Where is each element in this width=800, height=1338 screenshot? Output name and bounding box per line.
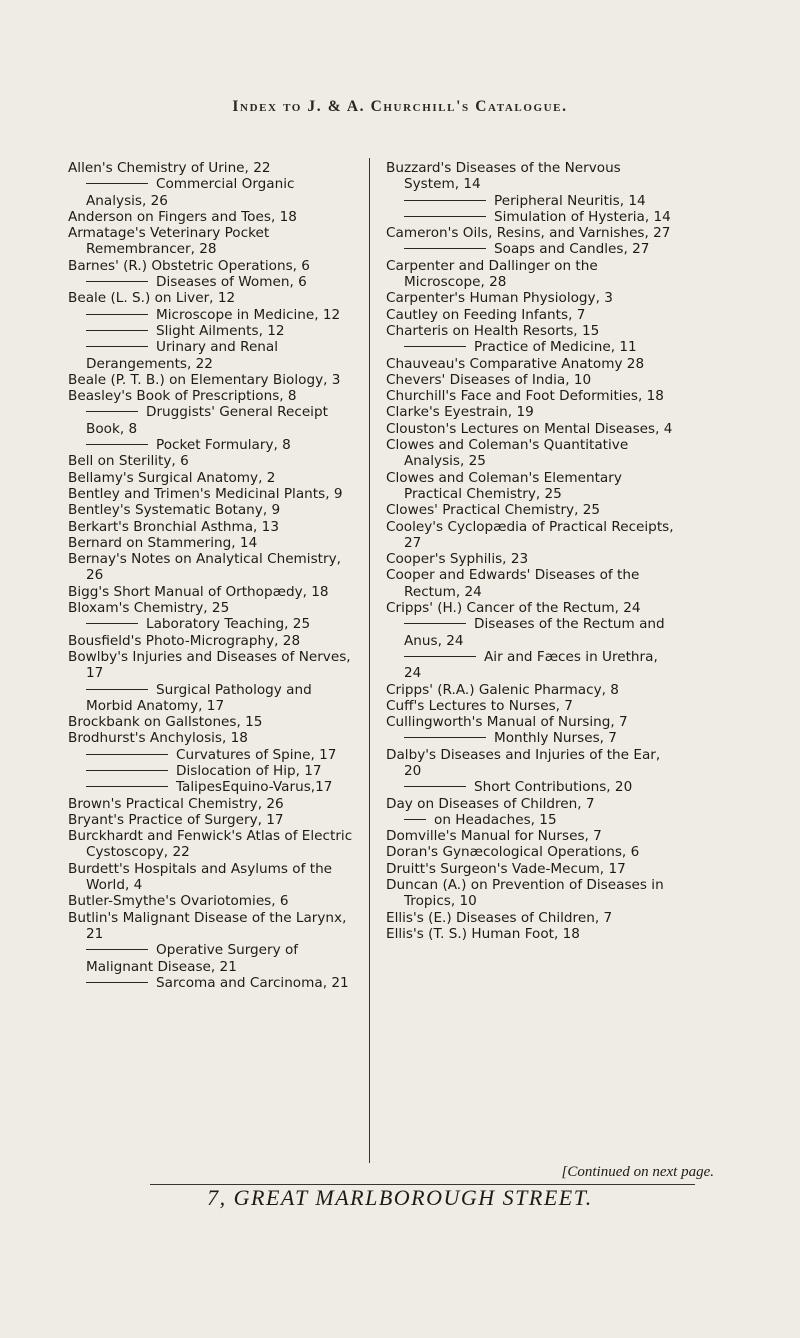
index-entry-text: Brown's Practical Chemistry, 26 (68, 795, 284, 812)
index-entry-text: Cooley's Cyclopædia of Practical Receipts, 27 (386, 518, 674, 551)
index-entry-text: Chevers' Diseases of India, 10 (386, 371, 592, 388)
index-entry-text: Armatage's Veterinary Pocket Remembrancer, 28 (68, 225, 270, 258)
index-entry-text: Cullingworth's Manual of Nursing, 7 (386, 714, 628, 731)
index-entry-text: Bell on Sterility, 6 (68, 453, 189, 470)
index-entry-text: Bloxam's Chemistry, 25 (68, 600, 230, 617)
index-entry (68, 290, 356, 306)
ditto-dash (86, 623, 138, 624)
ditto-dash (86, 786, 168, 787)
index-entry (68, 616, 356, 632)
ditto-dash (404, 786, 466, 787)
index-entry (386, 844, 676, 860)
index-entry-text: Clowes and Coleman's Quantitative Analysis, 25 (386, 437, 629, 470)
index-entry-text: Cooper and Edwards' Diseases of the Rectum, 24 (386, 567, 640, 600)
index-entry (68, 176, 356, 209)
index-entry (68, 502, 356, 518)
index-entry-text: Bigg's Short Manual of Orthopædy, 18 (68, 583, 329, 600)
ditto-dash (86, 281, 148, 282)
index-entry-text: Bentley's Systematic Botany, 9 (68, 502, 281, 519)
index-entry-text: Pocket Formulary, 8 (156, 437, 291, 454)
index-entry-text: Diseases of Women, 6 (156, 274, 307, 291)
index-entry-text: Cameron's Oils, Resins, and Varnishes, 27 (386, 225, 671, 242)
ditto-dash (404, 200, 486, 201)
index-entry (386, 307, 676, 323)
index-entry (68, 828, 356, 861)
index-entry-text: Cripps' (R.A.) Galenic Pharmacy, 8 (386, 681, 619, 698)
index-entry (386, 193, 676, 209)
index-entry (68, 535, 356, 551)
index-entry-text: Burdett's Hospitals and Asylums of the World, 4 (68, 860, 333, 894)
index-entry-text: Cautley on Feeding Infants, 7 (386, 306, 586, 323)
index-entry-text: Short Contributions, 20 (474, 779, 633, 796)
index-entry (386, 747, 676, 780)
index-entry-text: Clouston's Lectures on Mental Diseases, 4 (386, 420, 673, 437)
index-entry (68, 388, 356, 404)
index-entry (386, 600, 676, 616)
index-entry (68, 551, 356, 584)
index-entry (386, 339, 676, 355)
index-entry-text: Laboratory Teaching, 25 (146, 616, 311, 633)
index-entry (68, 779, 356, 795)
index-entry-text: Carpenter and Dallinger on the Microscope, 28 (386, 257, 598, 291)
index-entry-text: Monthly Nurses, 7 (494, 730, 617, 747)
index-entry-text: Air and Fæces in Urethra, 24 (404, 648, 658, 682)
index-entry-text: Clowes' Practical Chemistry, 25 (386, 502, 601, 519)
index-entry (68, 372, 356, 388)
index-entry-text: Butler-Smythe's Ovariotomies, 6 (68, 893, 289, 910)
index-entry-text: Curvatures of Spine, 17 (176, 746, 337, 763)
index-entry-text: Beasley's Book of Prescriptions, 8 (68, 388, 297, 405)
index-entry (386, 323, 676, 339)
index-entry-text: Diseases of the Rectum and Anus, 24 (404, 616, 665, 649)
index-entry (68, 649, 356, 682)
index-entry-text: Allen's Chemistry of Urine, 22 (68, 160, 271, 176)
index-entry-text: Druggists' General Receipt Book, 8 (86, 404, 328, 437)
index-entry-text: Barnes' (R.) Obstetric Operations, 6 (68, 257, 310, 274)
index-entry (68, 682, 356, 715)
index-entry-text: Commercial Organic Analysis, 26 (86, 176, 295, 209)
index-entry (386, 551, 676, 567)
index-entry-text: Brockbank on Gallstones, 15 (68, 714, 263, 731)
index-entry-text: Dalby's Diseases and Injuries of the Ear, 20 (386, 746, 661, 779)
index-entry-text: Chauveau's Comparative Anatomy 28 (386, 355, 645, 372)
continued-note: [Continued on next page. (561, 1164, 714, 1180)
index-entry-text: Cripps' (H.) Cancer of the Rectum, 24 (386, 600, 641, 617)
index-entry (68, 160, 356, 176)
index-entry-text: Butlin's Malignant Disease of the Larynx, 21 (68, 909, 347, 942)
index-entry (68, 258, 356, 274)
index-column-left (68, 160, 356, 991)
index-entry (386, 356, 676, 372)
index-entry-text: Soaps and Candles, 27 (494, 241, 650, 258)
index-entry-text: Bentley and Trimen's Medicinal Plants, 9 (68, 485, 343, 502)
index-entry (68, 600, 356, 616)
index-entry (68, 404, 356, 437)
index-entry-text: Bernay's Notes on Analytical Chemistry, 26 (68, 551, 341, 584)
index-entry-text: Ellis's (E.) Diseases of Children, 7 (386, 909, 613, 926)
index-entry (68, 861, 356, 894)
index-entry (68, 714, 356, 730)
index-entry (68, 893, 356, 909)
index-entry (68, 975, 356, 991)
index-entry-text: Simulation of Hysteria, 14 (494, 208, 671, 225)
ditto-dash (404, 346, 466, 347)
column-divider (369, 158, 370, 1163)
publisher-address: 7, GREAT MARLBOROUGH STREET. (207, 1185, 593, 1210)
index-entry (68, 323, 356, 339)
index-entry-text: Sarcoma and Carcinoma, 21 (156, 974, 349, 991)
index-entry-text: Surgical Pathology and Morbid Anatomy, 17 (86, 681, 312, 714)
ditto-dash (86, 330, 148, 331)
index-entry (386, 437, 676, 470)
index-entry-text: Druitt's Surgeon's Vade-Mecum, 17 (386, 860, 626, 877)
index-entry-text: Anderson on Fingers and Toes, 18 (68, 208, 297, 225)
index-entry-text: Carpenter's Human Physiology, 3 (386, 290, 613, 307)
index-entry-text: Bernard on Stammering, 14 (68, 534, 258, 551)
index-entry-text: Bryant's Practice of Surgery, 17 (68, 811, 284, 828)
ditto-dash (86, 754, 168, 755)
index-entry-text: Churchill's Face and Foot Deformities, 18 (386, 388, 664, 405)
index-entry (68, 486, 356, 502)
index-entry (68, 470, 356, 486)
index-entry (68, 225, 356, 258)
index-entry-text: Beale (L. S.) on Liver, 12 (68, 290, 236, 307)
index-entry (68, 633, 356, 649)
index-entry (386, 828, 676, 844)
index-entry (68, 910, 356, 943)
index-entry (386, 861, 676, 877)
index-entry (386, 779, 676, 795)
index-entry-text: Bowlby's Injuries and Diseases of Nerves, 17 (68, 648, 351, 682)
index-entry-text: Bousfield's Photo-Micrography, 28 (68, 632, 301, 649)
index-entry-text: Bellamy's Surgical Anatomy, 2 (68, 469, 276, 486)
index-entry-text: on Headaches, 15 (434, 811, 557, 828)
index-entry-text: Domville's Manual for Nurses, 7 (386, 828, 602, 845)
ditto-dash (86, 314, 148, 315)
index-entry-text: Charteris on Health Resorts, 15 (386, 322, 600, 339)
index-entry (386, 616, 676, 649)
index-entry (68, 942, 356, 975)
index-entry (386, 910, 676, 926)
index-entry-text: Buzzard's Diseases of the Nervous System, 14 (386, 160, 621, 193)
index-entry (386, 926, 676, 942)
index-entry-text: Brodhurst's Anchylosis, 18 (68, 730, 248, 747)
index-entry (68, 812, 356, 828)
index-entry-text: Practice of Medicine, 11 (474, 339, 637, 356)
index-entry-text: Urinary and Renal Derangements, 22 (86, 339, 279, 372)
index-entry (386, 160, 676, 193)
index-entry (68, 796, 356, 812)
index-entry (68, 763, 356, 779)
index-entry (68, 584, 356, 600)
index-entry (386, 567, 676, 600)
index-entry (386, 258, 676, 291)
index-entry (386, 470, 676, 503)
index-column-right (386, 160, 676, 942)
index-entry (68, 747, 356, 763)
index-entry (386, 698, 676, 714)
index-entry-text: Clarke's Eyestrain, 19 (386, 404, 534, 421)
page-title: Index to J. & A. Churchill's Catalogue. (232, 98, 568, 115)
index-entry (386, 714, 676, 730)
index-entry (68, 307, 356, 323)
index-entry-text: Day on Diseases of Children, 7 (386, 795, 595, 812)
ditto-dash (86, 689, 148, 690)
index-entry (386, 682, 676, 698)
index-entry (386, 502, 676, 518)
index-entry (68, 453, 356, 469)
index-entry-text: Peripheral Neuritis, 14 (494, 192, 646, 209)
index-entry (386, 730, 676, 746)
index-entry-text: Cuff's Lectures to Nurses, 7 (386, 697, 573, 714)
index-entry (386, 404, 676, 420)
index-entry-text: Operative Surgery of Malignant Disease, 21 (86, 942, 299, 975)
index-entry (386, 225, 676, 241)
ditto-dash (404, 623, 466, 624)
ditto-dash (86, 444, 148, 445)
index-entry-text: Dislocation of Hip, 17 (176, 762, 322, 779)
ditto-dash (86, 411, 138, 412)
index-entry (386, 421, 676, 437)
index-entry-text: Slight Ailments, 12 (156, 322, 285, 339)
index-entry (386, 372, 676, 388)
index-entry-text: Microscope in Medicine, 12 (156, 306, 341, 323)
ditto-dash (404, 216, 486, 217)
index-entry (68, 339, 356, 372)
ditto-dash (404, 656, 476, 657)
ditto-dash (86, 770, 168, 771)
ditto-dash (86, 982, 148, 983)
index-entry (68, 437, 356, 453)
index-entry (386, 519, 676, 552)
index-entry (386, 812, 676, 828)
ditto-dash (404, 819, 426, 820)
ditto-dash (86, 183, 148, 184)
index-entry (386, 877, 676, 910)
index-entry-text: Clowes and Coleman's Elementary Practical Chemistry, 25 (386, 469, 622, 502)
index-entry-text: Cooper's Syphilis, 23 (386, 551, 529, 568)
index-entry-text: TalipesEquino-Varus,17 (176, 779, 333, 796)
ditto-dash (86, 346, 148, 347)
ditto-dash (404, 248, 486, 249)
index-entry (386, 209, 676, 225)
index-entry (386, 649, 676, 682)
index-entry-text: Doran's Gynæcological Operations, 6 (386, 844, 640, 861)
ditto-dash (404, 737, 486, 738)
index-entry-text: Burckhardt and Fenwick's Atlas of Electric Cystoscopy, 22 (68, 828, 353, 861)
index-entry-text: Berkart's Bronchial Asthma, 13 (68, 518, 279, 535)
index-entry-text: Duncan (A.) on Prevention of Diseases in Tropics, 10 (386, 877, 664, 910)
index-entry (386, 796, 676, 812)
index-entry (386, 290, 676, 306)
index-entry-text: Beale (P. T. B.) on Elementary Biology, 3 (68, 371, 341, 388)
index-entry-text: Ellis's (T. S.) Human Foot, 18 (386, 925, 580, 942)
index-entry (68, 730, 356, 746)
index-entry (68, 519, 356, 535)
index-entry (386, 241, 676, 257)
index-entry (68, 209, 356, 225)
index-entry (386, 388, 676, 404)
index-entry (68, 274, 356, 290)
ditto-dash (86, 949, 148, 950)
